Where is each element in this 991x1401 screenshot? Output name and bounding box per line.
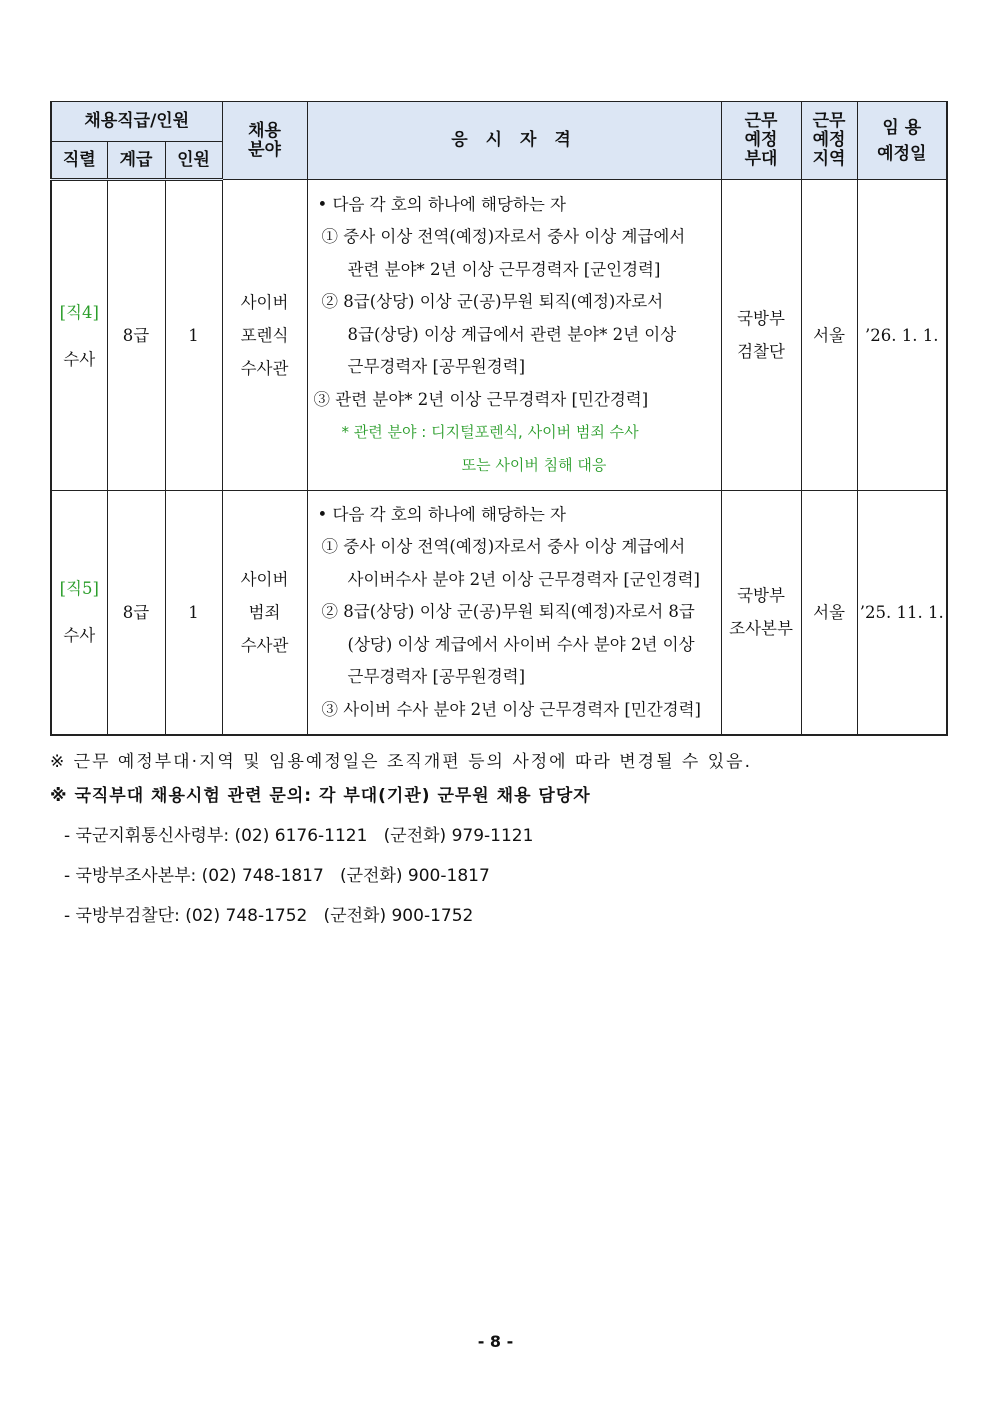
- grade-cell: 8급: [107, 180, 165, 491]
- unit-cell: [721, 180, 801, 491]
- count-cell: 1: [165, 180, 222, 491]
- qual-footnote: 또는 사이버 침해 대응: [461, 455, 607, 474]
- header-date-text: 임 용 예정일: [877, 117, 927, 164]
- inquiry-notice: ※ 국직부대 채용시험 관련 문의: 각 부대(기관) 군무원 채용 담당자: [50, 786, 591, 806]
- qual-line: (상당) 이상 계급에서 사이버 수사 분야 2년 이상: [347, 634, 695, 654]
- table-row: [51, 180, 947, 491]
- header-date: [857, 102, 947, 180]
- position-code: [직5]: [59, 579, 99, 599]
- page-number: - 8 -: [477, 1332, 514, 1351]
- header-region-text: 근무 예정 지역: [812, 111, 846, 169]
- qual-line: 8급(상당) 이상 계급에서 관련 분야* 2년 이상: [347, 324, 677, 344]
- header-qualification-text: 응 시 자 격: [451, 130, 577, 150]
- qualification-cell: [307, 491, 721, 735]
- qual-line: • 다음 각 호의 하나에 해당하는 자: [317, 194, 566, 214]
- series-cell: [51, 180, 107, 491]
- field-text: 사이버 범죄 수사관: [240, 569, 289, 655]
- contact-line: - 국방부조사본부: (02) 748-1817 (군전화) 900-1817: [64, 866, 490, 886]
- contact-line: - 국방부검찰단: (02) 748-1752 (군전화) 900-1752: [64, 906, 474, 926]
- count-cell: 1: [165, 491, 222, 735]
- series-cell: [51, 491, 107, 735]
- header-series: 직렬: [51, 142, 107, 180]
- qual-line: 근무경력자 [공무원경력]: [347, 357, 526, 377]
- header-field: [222, 102, 307, 180]
- header-region: [801, 102, 857, 180]
- unit-cell: [721, 491, 801, 735]
- qual-footnote: * 관련 분야 : 디지털포렌식, 사이버 범죄 수사: [341, 423, 639, 442]
- qual-line: ① 중사 이상 전역(예정)자로서 중사 이상 계급에서: [321, 227, 686, 247]
- region-cell: 서울: [801, 491, 857, 735]
- position-code: [직4]: [59, 302, 99, 322]
- field-text: 사이버 포렌식 수사관: [240, 292, 289, 378]
- qual-line: 관련 분야* 2년 이상 근무경력자 [군인경력]: [347, 259, 661, 279]
- qualification-cell: [307, 180, 721, 491]
- header-unit: [721, 102, 801, 180]
- qual-line: ③ 관련 분야* 2년 이상 근무경력자 [민간경력]: [313, 389, 649, 409]
- recruitment-table: [50, 101, 948, 736]
- field-cell: [222, 491, 307, 735]
- unit-text: 국방부 검찰단: [737, 309, 785, 361]
- series-name: 수사: [63, 349, 96, 369]
- qual-line: ① 중사 이상 전역(예정)자로서 중사 이상 계급에서: [321, 537, 686, 556]
- grade-cell: 8급: [107, 491, 165, 735]
- qual-line: ② 8급(상당) 이상 군(공)무원 퇴직(예정)자로서: [321, 292, 664, 312]
- table-row: [51, 491, 947, 735]
- header-group-title: 채용직급/인원: [51, 102, 222, 142]
- qual-line: • 다음 각 호의 하나에 해당하는 자: [317, 504, 566, 524]
- qual-line: ② 8급(상당) 이상 군(공)무원 퇴직(예정)자로서 8급: [321, 602, 695, 621]
- header-unit-text: 근무 예정 부대: [744, 111, 778, 169]
- qual-line: 사이버수사 분야 2년 이상 근무경력자 [군인경력]: [347, 569, 700, 589]
- qual-line: 근무경력자 [공무원경력]: [347, 667, 526, 686]
- qual-line: ③ 사이버 수사 분야 2년 이상 근무경력자 [민간경력]: [321, 699, 701, 719]
- change-notice: ※ 근무 예정부대·지역 및 임용예정일은 조직개편 등의 사정에 따라 변경될 수 있음.: [50, 752, 752, 772]
- header-count: 인원: [165, 142, 222, 180]
- date-cell: ’26. 1. 1.: [857, 180, 947, 491]
- region-cell: 서울: [801, 180, 857, 491]
- contact-line: - 국군지휘통신사령부: (02) 6176-1121 (군전화) 979-1121: [64, 826, 534, 846]
- field-cell: [222, 180, 307, 491]
- header-field-text: 채용 분야: [248, 120, 281, 160]
- header-grade: 계급: [107, 142, 165, 180]
- unit-text: 국방부 조사본부: [729, 586, 793, 639]
- notes-section: [50, 748, 950, 942]
- date-cell: ’25. 11. 1.: [857, 491, 947, 735]
- header-qualification: [307, 102, 721, 180]
- series-name: 수사: [63, 626, 96, 646]
